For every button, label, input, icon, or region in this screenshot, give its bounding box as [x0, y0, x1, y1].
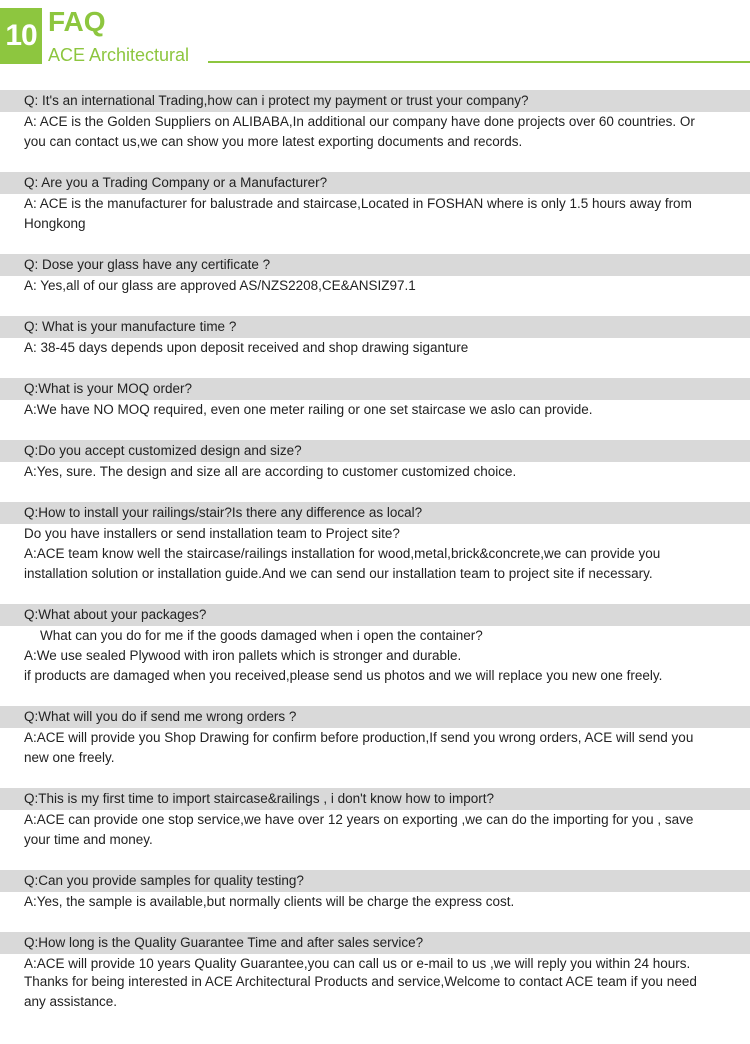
faq-answer-line: A:We have NO MOQ required, even one meter railing or one set staircase we aslo can provide.: [24, 402, 593, 417]
faq-answer-line: A:ACE will provide you Shop Drawing for confirm before production,If send you wrong orders, ACE will send you: [24, 730, 694, 745]
faq-answer: [0, 524, 750, 584]
faq-answer-line: What can you do for me if the goods damaged when i open the container?: [40, 628, 483, 643]
faq-answer: [0, 810, 750, 850]
faq-item: [0, 502, 750, 584]
faq-answer-line: Do you have installers or send installation team to Project site?: [24, 526, 400, 541]
faq-question: Q: Dose your glass have any certificate ?: [0, 254, 750, 276]
closing-line: any assistance.: [24, 994, 118, 1009]
faq-question: Q: It's an international Trading,how can i protect my payment or trust your company?: [0, 90, 750, 112]
faq-question: Q:What will you do if send me wrong orders ?: [0, 706, 750, 728]
faq-answer: [0, 462, 750, 482]
closing-line: Thanks for being interested in ACE Architectural Products and service,Welcome to contact ACE team if you need: [24, 974, 697, 989]
faq-answer-line: A: ACE is the Golden Suppliers on ALIBABA,In additional our company have done projects over 60 countries. Or: [24, 114, 695, 129]
page-header: [0, 0, 750, 70]
faq-item: [0, 870, 750, 912]
faq-answer: [0, 892, 750, 912]
faq-answer-line: A:ACE team know well the staircase/railings installation for wood,metal,brick&concrete,we can provide you: [24, 546, 661, 561]
faq-answer-line: A: ACE is the manufacturer for balustrade and staircase,Located in FOSHAN where is only 1.5 hours away from: [24, 196, 692, 211]
faq-answer-line: you can contact us,we can show you more latest exporting documents and records.: [24, 134, 523, 149]
faq-answer: [0, 338, 750, 358]
faq-answer-line: new one freely.: [24, 750, 115, 765]
faq-answer-line: if products are damaged when you received,please send us photos and we will replace you new one freely.: [24, 668, 663, 683]
page-subtitle: ACE Architectural: [48, 45, 190, 65]
faq-answer: [0, 112, 750, 152]
faq-question: Q:What is your MOQ order?: [0, 378, 750, 400]
faq-question: Q:How long is the Quality Guarantee Time and after sales service?: [0, 932, 750, 954]
faq-item: [0, 378, 750, 420]
faq-answer-line: A:ACE can provide one stop service,we have over 12 years on exporting ,we can do the importing for you , save: [24, 812, 694, 827]
faq-question: Q:Can you provide samples for quality testing?: [0, 870, 750, 892]
faq-answer: [0, 194, 750, 234]
faq-answer: [0, 626, 750, 686]
faq-answer: [0, 728, 750, 768]
faq-answer-line: A:Yes, sure. The design and size all are according to customer customized choice.: [24, 464, 517, 479]
faq-answer-line: A: Yes,all of our glass are approved AS/NZS2208,CE&ANSIZ97.1: [24, 278, 416, 293]
faq-item: [0, 706, 750, 768]
faq-item: [0, 316, 750, 358]
faq-answer-line: A: 38-45 days depends upon deposit received and shop drawing siganture: [24, 340, 469, 355]
faq-item: [0, 90, 750, 152]
faq-question: Q: Are you a Trading Company or a Manufacturer?: [0, 172, 750, 194]
faq-answer: [0, 276, 750, 296]
faq-answer-line: your time and money.: [24, 832, 153, 847]
faq-list: [0, 90, 750, 994]
faq-question: Q:This is my first time to import staircase&railings , i don't know how to import?: [0, 788, 750, 810]
page-title: FAQ: [48, 6, 106, 37]
faq-item: [0, 604, 750, 686]
faq-question: Q:What about your packages?: [0, 604, 750, 626]
faq-question: Q:How to install your railings/stair?Is there any difference as local?: [0, 502, 750, 524]
header-divider: [208, 61, 750, 63]
faq-question: Q:Do you accept customized design and size?: [0, 440, 750, 462]
faq-item: [0, 172, 750, 234]
faq-answer-line: A:We use sealed Plywood with iron pallets which is stronger and durable.: [24, 648, 462, 663]
closing-note: [24, 972, 730, 1012]
faq-answer-line: A:ACE will provide 10 years Quality Guarantee,you can call us or e-mail to us ,we will reply you within 24 hours.: [24, 956, 691, 971]
faq-item: [0, 932, 750, 974]
section-number-badge: 10: [0, 8, 42, 64]
faq-item: [0, 440, 750, 482]
faq-answer-line: A:Yes, the sample is available,but normally clients will be charge the express cost.: [24, 894, 515, 909]
faq-answer: [0, 954, 750, 974]
faq-answer-line: Hongkong: [24, 216, 86, 231]
faq-answer: [0, 400, 750, 420]
faq-item: [0, 788, 750, 850]
faq-item: [0, 254, 750, 296]
faq-question: Q: What is your manufacture time ?: [0, 316, 750, 338]
faq-answer-line: installation solution or installation guide.And we can send our installation team to project site if necessary.: [24, 566, 653, 581]
